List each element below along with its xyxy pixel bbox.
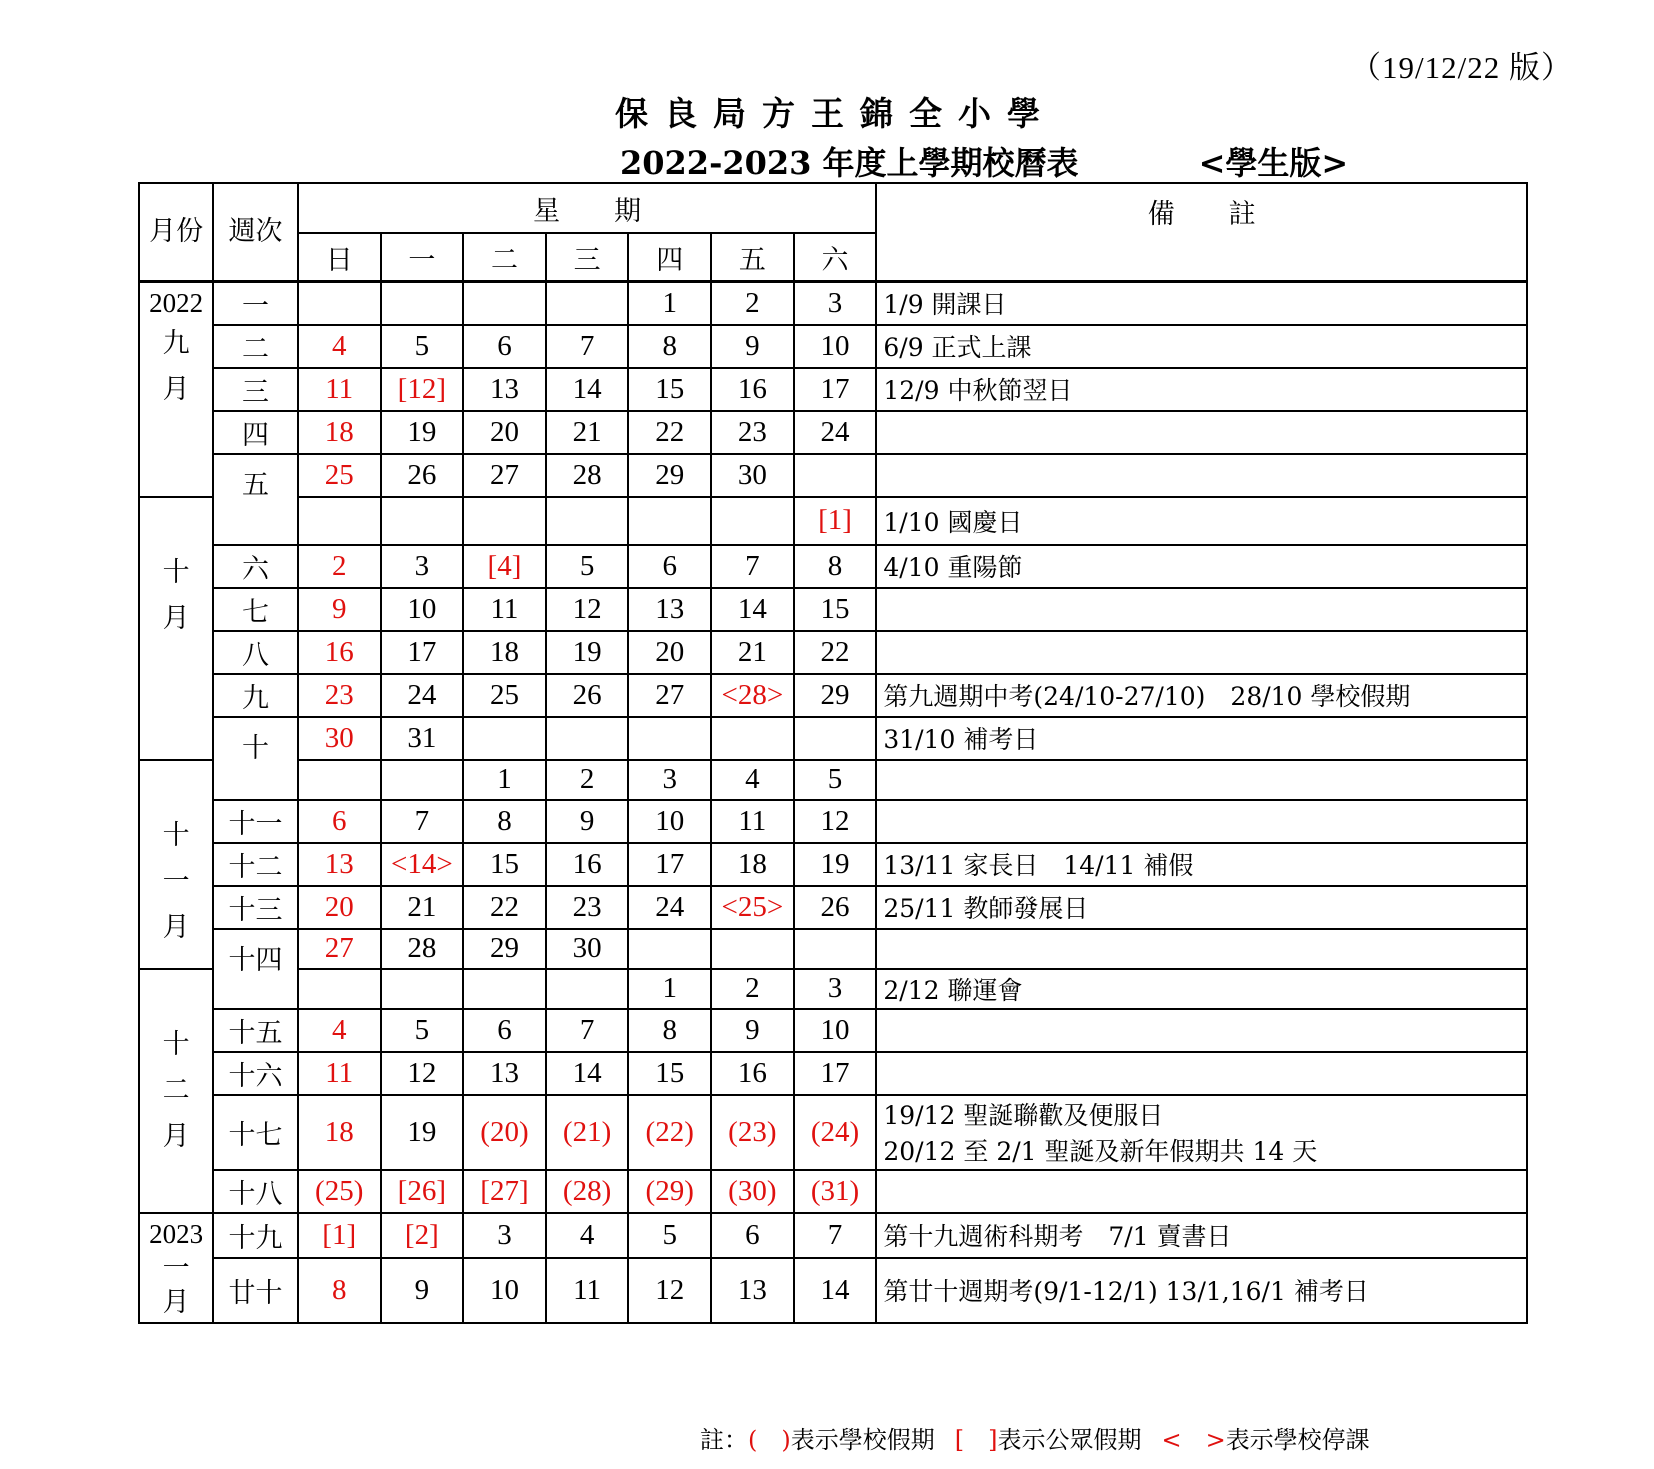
month-cell [139,497,213,760]
date-cell: 22 [794,631,877,674]
date-cell: 16 [711,368,794,411]
date-cell [298,969,381,1009]
date-cell: 15 [628,1052,711,1095]
month-cell [139,1213,213,1323]
date-cell: 11 [298,368,381,411]
date-cell: 12 [546,588,629,631]
date-cell: 10 [794,1009,877,1052]
month-name: 十月 [162,556,190,634]
date-cell [463,717,546,760]
date-cell: 6 [628,545,711,588]
note-text: 第十九週術科期考 7/1 賣書日 [883,1222,1232,1251]
date-cell: 5 [628,1213,711,1258]
legend-prefix: 註： [700,1426,748,1454]
week-cell: 十三 [213,886,298,929]
date-cell [711,497,794,545]
note-text: 19/12 聖誕聯歡及便服日 [883,1101,1164,1130]
date-cell: 20 [298,886,381,929]
date-cell: 9 [546,800,629,843]
week-cell: 八 [213,631,298,674]
date-cell: 22 [628,411,711,454]
note-cell [876,886,1527,929]
date-cell: [12] [381,368,464,411]
date-cell: 1 [628,282,711,325]
date-cell: 10 [463,1258,546,1323]
calendar-row [139,588,1527,631]
date-cell: 8 [628,325,711,368]
date-cell: 12 [381,1052,464,1095]
calendar-row [139,545,1527,588]
date-cell: 17 [628,843,711,886]
date-cell: 12 [794,800,877,843]
date-cell [298,760,381,800]
note-cell [876,843,1527,886]
calendar-row [139,760,1527,800]
date-cell: 27 [298,929,381,969]
date-cell: 4 [298,1009,381,1052]
date-cell: <25> [711,886,794,929]
date-cell [628,717,711,760]
note-cell [876,1095,1527,1170]
week-cell: 十五 [213,1009,298,1052]
date-cell [628,497,711,545]
note-cell [876,411,1527,454]
date-cell: 10 [381,588,464,631]
legend-bracket-symbol: [ ] [954,1426,998,1454]
date-cell: (22) [628,1095,711,1170]
legend-bracket-text: 表示公眾假期 [997,1426,1142,1454]
date-cell [463,497,546,545]
note-text: 6/9 正式上課 [883,333,1032,362]
note-text: 第廿十週期考(9/1-12/1) 13/1,16/1 補考日 [883,1277,1369,1306]
date-cell: 18 [711,843,794,886]
date-cell: 24 [628,886,711,929]
date-cell [711,717,794,760]
week-header: 週次 [213,183,298,282]
weekday-cell: 四 [628,233,711,282]
month-year: 2023 [149,1218,204,1249]
date-cell: 21 [546,411,629,454]
date-cell [298,497,381,545]
date-cell: 13 [463,1052,546,1095]
date-cell [463,969,546,1009]
date-cell: 26 [546,674,629,717]
week-cell: 十九 [213,1213,298,1258]
week-cell: 十八 [213,1170,298,1213]
date-cell: 22 [463,886,546,929]
date-cell [381,497,464,545]
date-cell: (31) [794,1170,877,1213]
date-cell: 18 [463,631,546,674]
note-text: 1/9 開課日 [883,290,1007,320]
week-cell: 六 [213,545,298,588]
date-cell: (30) [711,1170,794,1213]
note-text: 13/11 家長日 14/11 補假 [883,851,1194,880]
date-cell: 24 [794,411,877,454]
date-cell: 29 [794,674,877,717]
date-cell: 12 [628,1258,711,1323]
month-cell [139,760,213,969]
week-cell: 七 [213,588,298,631]
calendar-row [139,1095,1527,1170]
date-cell: 2 [711,969,794,1009]
calendar-row [139,886,1527,929]
date-cell [546,282,629,325]
note-cell [876,1213,1527,1258]
weekday-cell: 日 [298,233,381,282]
weekday-cell: 一 [381,233,464,282]
note-cell [876,969,1527,1009]
date-cell: 5 [381,1009,464,1052]
date-cell: 14 [546,1052,629,1095]
calendar-row [139,1213,1527,1258]
date-cell: (23) [711,1095,794,1170]
note-cell [876,631,1527,674]
date-cell: (29) [628,1170,711,1213]
date-cell: 23 [546,886,629,929]
date-cell [381,282,464,325]
date-cell: 7 [546,325,629,368]
date-cell: 10 [794,325,877,368]
week-cell: 十四 [213,929,298,1009]
note-text: 20/12 至 2/1 聖誕及新年假期共 14 天 [883,1137,1318,1166]
date-cell: 8 [628,1009,711,1052]
note-cell [876,1170,1527,1213]
date-cell: 5 [546,545,629,588]
date-cell [628,929,711,969]
date-cell: 7 [381,800,464,843]
weekday-cell: 五 [711,233,794,282]
date-cell [794,454,877,497]
month-cell [139,969,213,1213]
date-cell: 30 [298,717,381,760]
legend-paren-text: 表示學校假期 [790,1426,935,1454]
date-cell: 26 [794,886,877,929]
date-cell: 6 [463,325,546,368]
month-cell [139,282,213,497]
note-cell [876,588,1527,631]
date-cell: 30 [546,929,629,969]
date-cell [711,929,794,969]
note-cell [876,929,1527,969]
weekday-header: 星 期 [298,183,876,233]
date-cell: 7 [711,545,794,588]
date-cell: 15 [628,368,711,411]
date-cell: 19 [794,843,877,886]
date-cell: 14 [546,368,629,411]
note-cell [876,1052,1527,1095]
date-cell: 19 [381,411,464,454]
date-cell: 26 [381,454,464,497]
month-year: 2022 [149,288,204,318]
legend-angle-text: 表示學校停課 [1225,1426,1370,1454]
date-cell [794,929,877,969]
month-name: 十一月 [162,819,190,943]
date-cell: 25 [298,454,381,497]
date-cell: 6 [463,1009,546,1052]
date-cell: 17 [794,1052,877,1095]
date-cell: 27 [628,674,711,717]
week-cell: 十 [213,717,298,800]
date-cell: [27] [463,1170,546,1213]
date-cell: 10 [628,800,711,843]
date-cell: 20 [628,631,711,674]
week-cell: 一 [213,282,298,325]
date-cell: 16 [711,1052,794,1095]
date-cell: 8 [298,1258,381,1323]
date-cell: 2 [546,760,629,800]
date-cell: 25 [463,674,546,717]
date-cell: 19 [381,1095,464,1170]
note-cell [876,497,1527,545]
date-cell [298,282,381,325]
note-cell [876,368,1527,411]
date-cell: 2 [711,282,794,325]
date-cell: 16 [546,843,629,886]
date-cell: 31 [381,717,464,760]
date-cell: 14 [711,588,794,631]
legend-angle-symbol: < > [1161,1426,1226,1454]
date-cell: 17 [794,368,877,411]
date-cell: (25) [298,1170,381,1213]
week-cell: 九 [213,674,298,717]
calendar-row [139,929,1527,969]
note-text: 第九週期中考(24/10-27/10) 28/10 學校假期 [883,682,1411,711]
date-cell: 16 [298,631,381,674]
note-text: 25/11 教師發展日 [883,894,1089,923]
week-cell: 廿十 [213,1258,298,1323]
date-cell: 4 [711,760,794,800]
date-cell: 13 [463,368,546,411]
date-cell: 5 [794,760,877,800]
date-cell [463,282,546,325]
date-cell: 18 [298,1095,381,1170]
date-cell: 14 [794,1258,877,1323]
date-cell: (24) [794,1095,877,1170]
calendar-row [139,800,1527,843]
calendar-row [139,717,1527,760]
date-cell: 20 [463,411,546,454]
weekday-cell: 六 [794,233,877,282]
date-cell: 6 [298,800,381,843]
date-cell [546,969,629,1009]
date-cell: 3 [381,545,464,588]
calendar-row [139,674,1527,717]
date-cell: 7 [546,1009,629,1052]
date-cell: 29 [628,454,711,497]
date-cell: 11 [711,800,794,843]
date-cell: 17 [381,631,464,674]
week-cell: 三 [213,368,298,411]
date-cell: [1] [794,497,877,545]
date-cell: 24 [381,674,464,717]
date-cell: 4 [546,1213,629,1258]
note-text: 4/10 重陽節 [883,553,1023,582]
note-text: 31/10 補考日 [883,725,1039,754]
calendar-row [139,368,1527,411]
date-cell: <14> [381,843,464,886]
date-cell: [26] [381,1170,464,1213]
date-cell: (21) [546,1095,629,1170]
weekday-cell: 三 [546,233,629,282]
date-cell: 9 [298,588,381,631]
date-cell: 30 [711,454,794,497]
date-cell: 1 [463,760,546,800]
month-name: 十二月 [162,1028,190,1152]
calendar-row [139,497,1527,545]
date-cell: 11 [463,588,546,631]
note-cell [876,545,1527,588]
date-cell: 15 [794,588,877,631]
date-cell [381,969,464,1009]
date-cell: 4 [298,325,381,368]
week-cell: 十一 [213,800,298,843]
calendar-table [138,182,1528,1324]
calendar-row [139,843,1527,886]
note-cell [876,1258,1527,1323]
date-cell: 9 [711,325,794,368]
date-cell: 11 [546,1258,629,1323]
note-cell [876,1009,1527,1052]
edition-label: <學生版> [1198,144,1349,182]
weekday-cell: 二 [463,233,546,282]
month-name: 九月 [162,328,190,405]
calendar-row [139,325,1527,368]
note-cell [876,800,1527,843]
date-cell: 3 [794,282,877,325]
date-cell: 27 [463,454,546,497]
date-cell: 18 [298,411,381,454]
date-cell: 8 [463,800,546,843]
week-cell: 十六 [213,1052,298,1095]
notes-header: 備 註 [876,183,1527,282]
school-name: 保良局方王錦全小學 [615,94,1056,133]
date-cell: [1] [298,1213,381,1258]
date-cell: 2 [298,545,381,588]
calendar-row [139,282,1527,325]
date-cell [381,760,464,800]
date-cell: 23 [298,674,381,717]
calendar-row [139,631,1527,674]
note-cell [876,325,1527,368]
date-cell: 13 [628,588,711,631]
month-name: 一月 [162,1252,190,1318]
date-cell: 29 [463,929,546,969]
date-cell: 19 [546,631,629,674]
date-cell: 21 [711,631,794,674]
version-label: （19/12/22 版） [1350,50,1573,85]
note-cell [876,760,1527,800]
date-cell: (20) [463,1095,546,1170]
calendar-row [139,454,1527,497]
date-cell: 9 [711,1009,794,1052]
date-cell: 28 [381,929,464,969]
date-cell: 13 [711,1258,794,1323]
date-cell: 1 [628,969,711,1009]
legend [700,1420,1370,1455]
note-text: 1/10 國慶日 [883,507,1023,537]
calendar-row [139,1170,1527,1213]
date-cell: 23 [711,411,794,454]
note-cell [876,282,1527,325]
calendar-title-text: 2022-2023 年度上學期校曆表 [620,144,1079,182]
calendar-row [139,1258,1527,1323]
date-cell: 21 [381,886,464,929]
date-cell [794,717,877,760]
date-cell [546,497,629,545]
date-cell: 3 [628,760,711,800]
date-cell: 28 [546,454,629,497]
date-cell: 5 [381,325,464,368]
date-cell: [2] [381,1213,464,1258]
note-cell [876,717,1527,760]
date-cell: <28> [711,674,794,717]
date-cell: 9 [381,1258,464,1323]
note-text: 2/12 聯運會 [883,975,1023,1005]
date-cell: [4] [463,545,546,588]
week-cell: 十二 [213,843,298,886]
note-cell [876,674,1527,717]
week-cell: 四 [213,411,298,454]
date-cell: 8 [794,545,877,588]
calendar-row [139,411,1527,454]
calendar-row [139,969,1527,1009]
week-cell: 二 [213,325,298,368]
week-cell: 五 [213,454,298,545]
week-cell: 十七 [213,1095,298,1170]
note-text: 12/9 中秋節翌日 [883,376,1073,405]
date-cell [546,717,629,760]
date-cell: 6 [711,1213,794,1258]
date-cell: 3 [794,969,877,1009]
month-header: 月份 [139,183,213,282]
date-cell: 13 [298,843,381,886]
calendar-row [139,1009,1527,1052]
date-cell: 7 [794,1213,877,1258]
date-cell: 11 [298,1052,381,1095]
legend-paren-symbol: ( ) [748,1426,791,1454]
calendar-row [139,1052,1527,1095]
calendar-title [620,138,1348,184]
date-cell: (28) [546,1170,629,1213]
date-cell: 3 [463,1213,546,1258]
note-cell [876,454,1527,497]
date-cell: 15 [463,843,546,886]
